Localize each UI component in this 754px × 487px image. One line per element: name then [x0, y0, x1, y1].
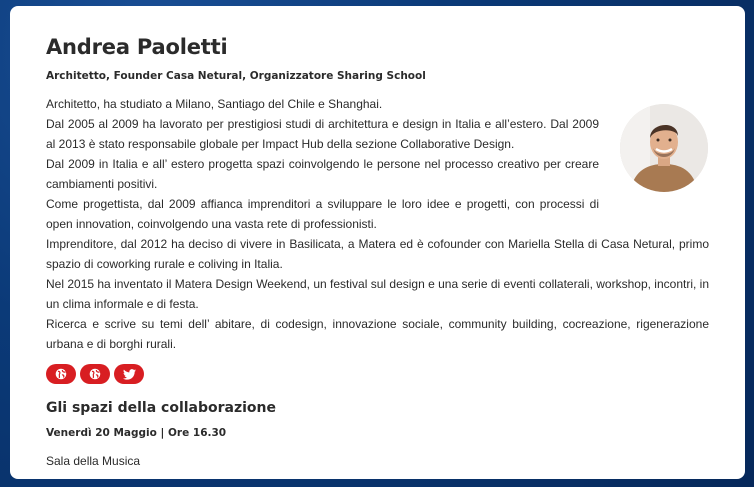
twitter-link-button[interactable] — [114, 364, 144, 384]
bio-paragraph: Come progettista, dal 2009 affianca imprenditori a sviluppare le loro idee e progetti, con processi di open innovation, coinvolgendo una vasta rete di professionisti. — [46, 197, 599, 231]
bio-paragraph: Dal 2009 in Italia e all’ estero progetta spazi coinvolgendo le persone nel processo creativo per creare cambiamenti positivi. — [46, 157, 599, 191]
event-place: Sala della Musica — [46, 454, 141, 468]
globe-icon — [55, 368, 67, 380]
speaker-bio — [46, 94, 709, 354]
twitter-icon — [123, 369, 136, 380]
website-link-button[interactable] — [46, 364, 76, 384]
social-links — [46, 364, 709, 384]
bio-paragraph: Nel 2015 ha inventato il Matera Design Weekend, un festival sul design e una serie di eventi collaterali, workshop, incontri, in un clima informale e di festa. — [46, 277, 709, 311]
bio-paragraph: Dal 2005 al 2009 ha lavorato per prestigiosi studi di architettura e design in Italia e all’estero. Dal 2009 al 2013 è stato responsabile globale per Impact Hub della sezione Collaborative Design. — [46, 117, 599, 151]
event-date: Venerdì 20 Maggio | Ore 16.30 — [46, 427, 227, 439]
speaker-bio-section — [46, 94, 709, 354]
avatar — [620, 104, 708, 192]
website-link-button[interactable] — [80, 364, 110, 384]
bio-paragraph: Imprenditore, dal 2012 ha deciso di vivere in Basilicata, a Matera ed è cofounder con Mariella Stella di Casa Netural, primo spazio di coworking rurale e coliving in Italia. — [46, 237, 709, 271]
speaker-name: Andrea Paoletti — [46, 35, 228, 59]
speaker-photo — [620, 104, 708, 192]
event-title: Gli spazi della collaborazione — [46, 400, 277, 416]
globe-icon — [89, 368, 101, 380]
bio-paragraph: Architetto, ha studiato a Milano, Santiago del Chile e Shanghai. — [46, 97, 383, 111]
bio-paragraph: Ricerca e scrive su temi dell’ abitare, di codesign, innovazione sociale, community building, cocreazione, rigenerazione urbana e di borghi rurali. — [46, 317, 709, 351]
speaker-card — [10, 6, 745, 479]
speaker-role: Architetto, Founder Casa Netural, Organizzatore Sharing School — [46, 70, 426, 82]
